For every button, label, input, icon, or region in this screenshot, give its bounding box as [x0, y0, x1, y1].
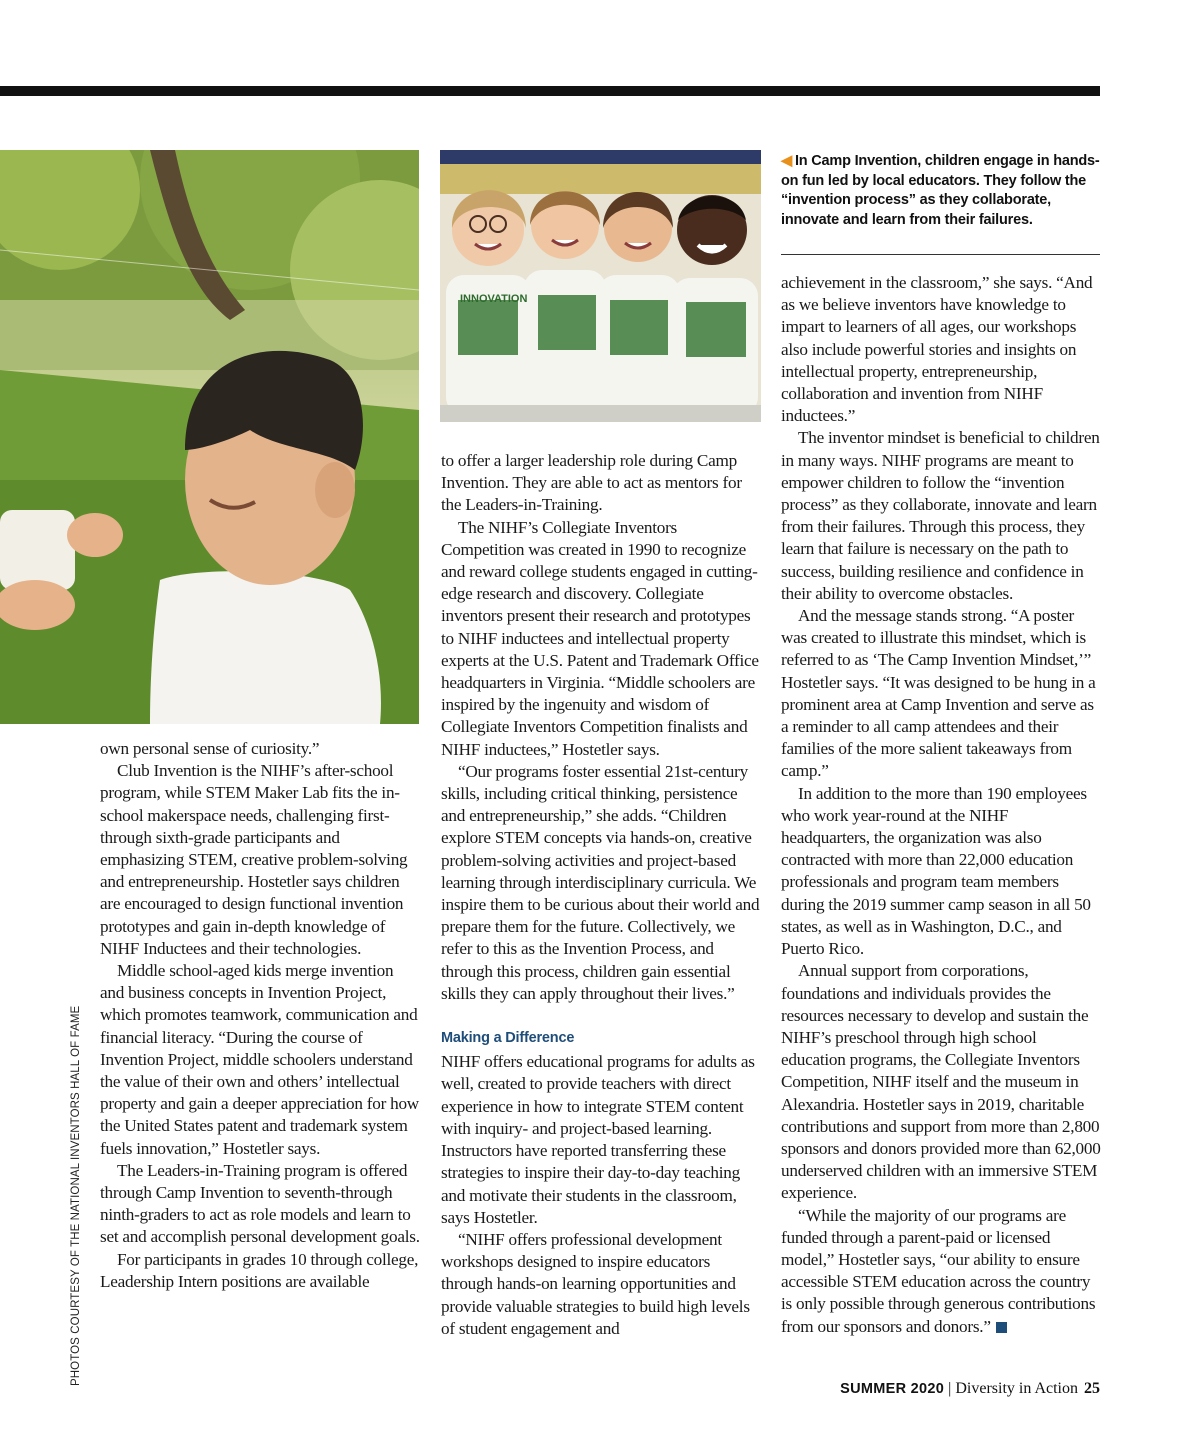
paragraph: For participants in grades 10 through college, Leadership Intern positions are available [100, 1249, 419, 1291]
page-number: 25 [1084, 1380, 1100, 1397]
paragraph: The inventor mindset is beneficial to children in many ways. NIHF programs are meant to empower children to follow the “invention process” as they collaborate, innovate and learn from their failures. Through this process, they learn that failure is necessary on the path to success, building resilience and confidence in their ability to overcome obstacles. [781, 428, 1100, 603]
photo-boy-outdoors [0, 150, 419, 724]
paragraph: achievement in the classroom,” she says. “And as we believe inventors have knowledge to impart to learners of all ages, our workshops also include powerful stories and insights on intellectual property, entrepreneurship, collaboration and invention from NIHF inductees.” [781, 273, 1093, 426]
photo-four-kids [440, 150, 761, 422]
paragraph: own personal sense of curiosity.” [100, 739, 320, 758]
paragraph-last [781, 1205, 1101, 1338]
paragraph: to offer a larger leadership role during Camp Invention. They are able to act as mentors for the Leaders-in-Training. [441, 451, 742, 515]
shirt-text: INNOVATION [460, 293, 528, 305]
page-footer [840, 1380, 1100, 1398]
caption-rule [781, 254, 1100, 255]
photo-caption [781, 152, 1101, 230]
photo-credit: PHOTOS COURTESY OF THE NATIONAL INVENTORS HALL OF FAME [70, 1005, 82, 1386]
end-of-article-mark [996, 1322, 1007, 1333]
section-subhead: Making a Difference [441, 1030, 575, 1047]
paragraph: Annual support from corporations, foundations and individuals provides the resources necessary to develop and sustain the NIHF’s preschool through high school education programs, the Collegiate Inventors Competition, NIHF itself and the museum in Alexandria. Hostetler says in 2019, charitable contributions and support from more than 2,800 sponsors and donors provided more than 62,000 underserved children with an immersive STEM experience. [781, 961, 1101, 1203]
paragraph: “NIHF offers professional development workshops designed to inspire educators through hands-on learning opportunities and provide valuable strategies to build high levels of student engagement and [441, 1229, 750, 1338]
paragraph-text: “While the majority of our programs are funded through a parent-paid or licensed model,” Hostetler says, “our ability to ensure accessible STEM education across the country is only possible through generous contributions from our sponsors and donors.” [781, 1205, 1096, 1336]
paragraph: In addition to the more than 190 employees who work year-round at the NIHF headquarters, the organization was also contracted with more than 22,000 education professionals and program team members during the 2019 summer camp season in all 50 states, as well as in Washington, D.C., and Puerto Rico. [781, 783, 1091, 959]
paragraph: Club Invention is the NIHF’s after-school program, while STEM Maker Lab fits the in-school makerspace needs, challenging first- through sixth-grade participants and emphasizing STEM, creative problem-solving and entrepreneurship. Hostetler says children are encouraged to design functional invention prototypes and gain in-depth knowledge of NIHF Inductees and their technologies. [100, 761, 408, 958]
column-1 [100, 738, 420, 1293]
paragraph: NIHF offers educational programs for adults as well, created to provide teachers with direct experience in how to integrate STEM content with inquiry- and project-based learning. Instructors have reported transferring these strategies to inspire their day-to-day teaching and motivate their students in the classroom, says Hostetler. [441, 1052, 755, 1227]
paragraph: And the message stands strong. “A poster was created to illustrate this mindset, which is referred to as ‘The Camp Invention Mindset,’” Hostetler says. “It was designed to be hung in a prominent area at Camp Invention and serve as a reminder to all camp attendees and their families of the more salient takeaways from camp.” [781, 606, 1096, 781]
paragraph: The Leaders-in-Training program is offered through Camp Invention to seventh-through ninth-graders to act as role models and learn to set and accomplish personal development goals. [100, 1160, 420, 1247]
column-2 [441, 450, 761, 1340]
column-3 [781, 272, 1101, 1338]
top-rule [0, 86, 1100, 96]
paragraph: “Our programs foster essential 21st-century skills, including critical thinking, persistence and entrepreneurship,” she adds. “Children explore STEM concepts via hands-on, creative problem-solving activities and project-based learning through interdisciplinary curricula. We inspire them to be curious about their world and prepare them for the future. Collectively, we refer to this as the Invention Process, and through this process, children gain essential skills they can apply throughout their lives.” [441, 761, 760, 1003]
footer-separator: | [948, 1380, 952, 1397]
footer-magazine: Diversity in Action [955, 1380, 1078, 1397]
paragraph: Middle school-aged kids merge invention and business concepts in Invention Project, which promotes teamwork, communication and financial literacy. “During the course of Invention Project, middle schoolers understand the value of their own and others’ intellectual property and gain a deeper appreciation for how the United States patent and trademark system fuels innovation,” Hostetler says. [100, 961, 419, 1158]
caption-text: In Camp Invention, children engage in hands-on fun led by local educators. They follow the “invention process” as they collaborate, innovate and learn from their failures. [781, 153, 1100, 228]
paragraph: The NIHF’s Collegiate Inventors Competition was created in 1990 to recognize and reward college students engaged in cutting-edge research and discovery. Collegiate inventors present their research and prototypes to NIHF inductees and intellectual property experts at the U.S. Patent and Trademark Office headquarters in Virginia. “Middle schoolers are inspired by the ingenuity and wisdom of Collegiate Inventors Competition finalists and NIHF inductees,” Hostetler says. [441, 517, 759, 759]
footer-season: SUMMER 2020 [840, 1381, 945, 1397]
caption-arrow-icon: ◀ [781, 153, 792, 169]
